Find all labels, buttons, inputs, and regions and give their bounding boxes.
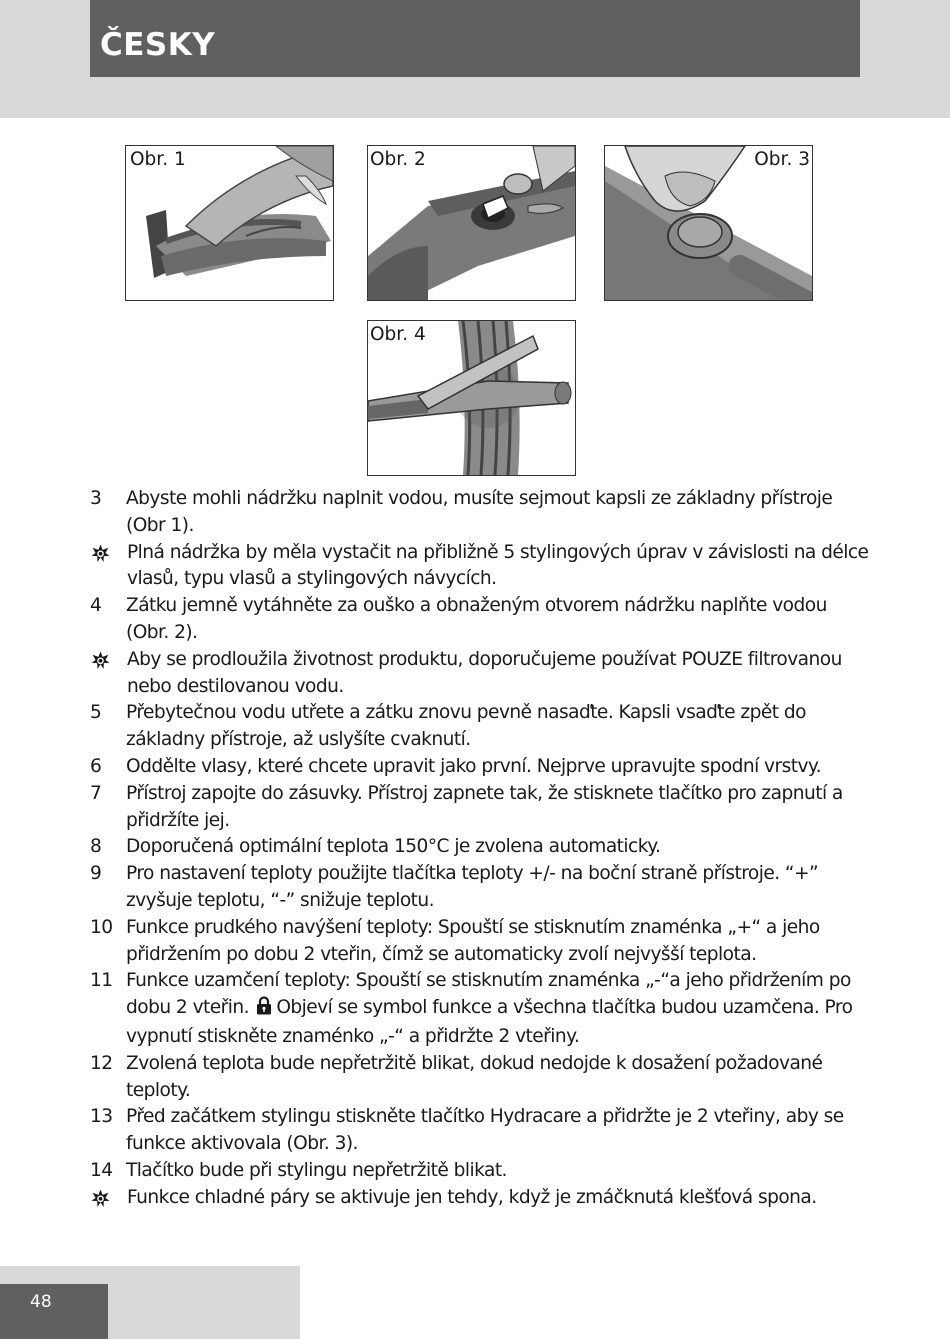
step-number: 11 — [90, 970, 113, 992]
page-number: 48 — [30, 1292, 52, 1312]
step-text: Aby se prodloužila životnost produktu, doporučujeme používat POUZE filtrovanou nebo destilovanou vodu. — [127, 648, 842, 697]
step-number: 5 — [90, 702, 102, 724]
step-text: Pro nastavení teploty použijte tlačítka teploty +/- na boční straně přístroje. “+” zvyšuje teplotu, “-” snižuje teplotu. — [126, 863, 819, 911]
step-number: 14 — [90, 1159, 113, 1181]
footer-tab — [0, 1284, 108, 1339]
instruction-step — [90, 781, 870, 835]
sun-note-icon — [90, 1185, 127, 1208]
figure-label: Obr. 1 — [130, 149, 186, 170]
instruction-step — [90, 1051, 870, 1105]
instruction-note — [90, 647, 870, 701]
step-number: 8 — [90, 836, 102, 858]
instruction-step — [90, 754, 870, 781]
instruction-step — [90, 915, 870, 969]
figure-label: Obr. 4 — [370, 324, 426, 345]
instruction-step — [90, 861, 870, 915]
step-text: Před začátkem stylingu stiskněte tlačítko Hydracare a přidržte je 2 vteřiny, aby se funkce aktivovala (Obr. 3). — [126, 1106, 844, 1155]
step-text: Přístroj zapojte do zásuvky. Přístroj zapnete tak, že stisknete tlačítko pro zapnutí a přidržíte jej. — [126, 782, 843, 831]
lock-icon — [256, 996, 272, 1024]
step-number: 7 — [90, 782, 102, 804]
step-text-after: Objeví se symbol funkce a všechna tlačítka budou uzamčena. Pro vypnutí stiskněte znaménko „-“ a přidržte 2 vteřiny. — [126, 997, 853, 1047]
step-number: 10 — [90, 916, 113, 938]
step-text: Zvolená teplota bude nepřetržitě blikat, dokud nedojde k dosažení požadované teploty. — [126, 1052, 823, 1101]
sun-note-icon — [90, 647, 127, 670]
figure-label: Obr. 3 — [754, 149, 810, 170]
step-text: Přebytečnou vodu utřete a zátku znovu pevně nasaďte. Kapsli vsaďte zpět do základny přístroje, až uslyšíte cvaknutí. — [126, 702, 806, 751]
step-text: Zátku jemně vytáhněte za ouško a obnaženým otvorem nádržku naplňte vodou (Obr. 2). — [126, 595, 827, 643]
step-text: Tlačítko bude při stylingu nepřetržitě blikat. — [126, 1159, 507, 1181]
step-text: Abyste mohli nádržku naplnit vodou, musíte sejmout kapsli ze základny přístroje (Obr 1). — [126, 488, 833, 536]
instruction-step — [90, 700, 870, 754]
figure-4 — [367, 320, 576, 476]
step-text: Oddělte vlasy, které chcete upravit jako první. Nejprve upravujte spodní vrstvy. — [126, 755, 822, 777]
step-text — [126, 968, 870, 1050]
instruction-note — [90, 540, 870, 594]
step-text: Funkce chladné páry se aktivuje jen tehdy, když je zmáčknutá klešťová spona. — [127, 1186, 817, 1208]
step-number: 6 — [90, 755, 102, 777]
instruction-step — [90, 486, 870, 540]
step-text: Plná nádržka by měla vystačit na přibližně 5 stylingových úprav v závislosti na délce vlasů, typu vlasů a stylingových návycích. — [127, 541, 869, 590]
figure-label: Obr. 2 — [370, 149, 426, 170]
step-number: 9 — [90, 863, 102, 885]
instruction-step — [90, 834, 870, 861]
figure-1 — [125, 145, 334, 301]
figure-2 — [367, 145, 576, 301]
figure-3 — [604, 145, 813, 301]
instruction-step — [90, 968, 870, 1050]
instruction-step — [90, 593, 870, 647]
header-tab — [90, 0, 860, 77]
step-number: 13 — [90, 1106, 113, 1128]
step-number: 4 — [90, 595, 102, 617]
instruction-step — [90, 1104, 870, 1158]
step-text-before: Funkce uzamčení teploty: Spouští se stisknutím znaménka „-“a jeho přidržením po dobu 2 vteřin. — [126, 970, 851, 1019]
step-text: Funkce prudkého navýšení teploty: Spouští se stisknutím znaménka „+“ a jeho přidržením po dobu 2 vteřin, čímž se automaticky zvolí nejvyšší teplota. — [126, 916, 820, 965]
step-text: Doporučená optimální teplota 150°C je zvolena automaticky. — [126, 836, 661, 858]
step-number: 12 — [90, 1052, 113, 1074]
instruction-list — [90, 486, 870, 1212]
instruction-note — [90, 1185, 870, 1212]
sun-note-icon — [90, 540, 127, 563]
page-title: ČESKY — [100, 27, 216, 63]
step-number: 3 — [90, 488, 102, 509]
instruction-step — [90, 1158, 870, 1185]
